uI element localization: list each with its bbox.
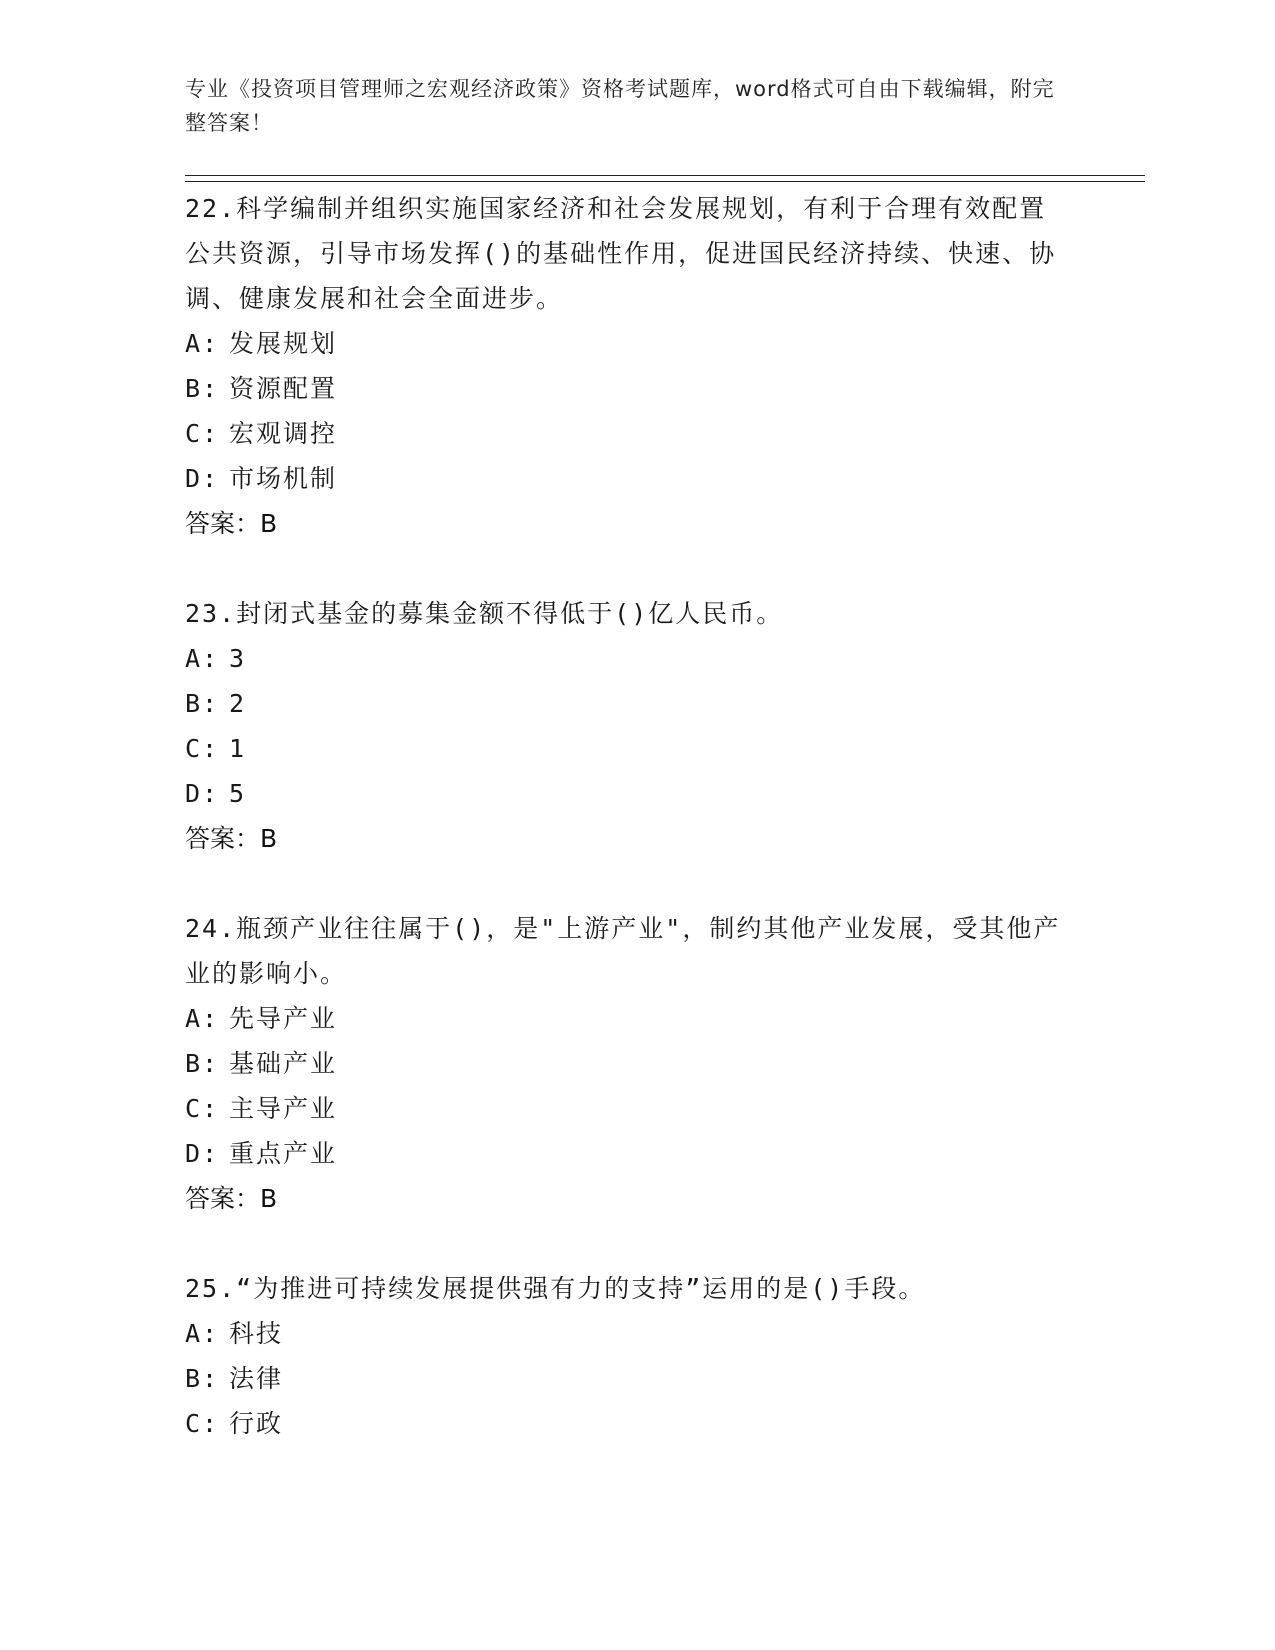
- option-b: [185, 681, 1085, 726]
- question-23: [185, 591, 1085, 861]
- question-25: [185, 1266, 1085, 1446]
- option-letter: B:: [185, 1049, 220, 1078]
- option-b: [185, 1041, 1085, 1086]
- document-header: 专业《投资项目管理师之宏观经济政策》资格考试题库，word格式可自由下载编辑，附完整答案！: [185, 77, 1055, 135]
- question-text: 22.科学编制并组织实施国家经济和社会发展规划，有利于合理有效配置公共资源，引导市场发挥()的基础性作用，促进国民经济持续、快速、协调、健康发展和社会全面进步。: [185, 194, 1057, 313]
- answer-line: 答案：B: [185, 509, 278, 538]
- option-letter: C:: [185, 734, 220, 763]
- option-letter: B:: [185, 374, 220, 403]
- option-a: [185, 321, 1085, 366]
- option-letter: D:: [185, 779, 220, 808]
- option-text: 法律: [229, 1364, 284, 1393]
- option-c: [185, 1086, 1085, 1131]
- option-text: 宏观调控: [229, 419, 338, 448]
- option-text: 基础产业: [229, 1049, 338, 1078]
- option-a: [185, 636, 1085, 681]
- option-a: [185, 1311, 1085, 1356]
- option-letter: A:: [185, 329, 220, 358]
- option-text: 重点产业: [229, 1139, 338, 1168]
- option-text: 发展规划: [229, 329, 338, 358]
- option-text: 科技: [229, 1319, 284, 1348]
- option-text: 主导产业: [229, 1094, 338, 1123]
- option-a: [185, 996, 1085, 1041]
- question-text: 23.封闭式基金的募集金额不得低于()亿人民币。: [185, 599, 784, 628]
- question-24: [185, 906, 1085, 1221]
- option-text: 行政: [229, 1409, 284, 1438]
- header-rule-top: [185, 175, 1145, 176]
- option-c: [185, 411, 1085, 456]
- option-text: 先导产业: [229, 1004, 338, 1033]
- option-text: 2: [229, 689, 247, 718]
- option-letter: C:: [185, 1409, 220, 1438]
- option-letter: C:: [185, 1094, 220, 1123]
- option-text: 5: [229, 779, 247, 808]
- option-text: 资源配置: [229, 374, 338, 403]
- answer-line: 答案：B: [185, 824, 278, 853]
- option-c: [185, 726, 1085, 771]
- option-letter: C:: [185, 419, 220, 448]
- option-text: 3: [229, 644, 247, 673]
- option-d: [185, 456, 1085, 501]
- option-d: [185, 771, 1085, 816]
- option-letter: A:: [185, 644, 220, 673]
- option-text: 1: [229, 734, 247, 763]
- option-d: [185, 1131, 1085, 1176]
- option-letter: A:: [185, 1319, 220, 1348]
- option-text: 市场机制: [229, 464, 338, 493]
- option-letter: B:: [185, 1364, 220, 1393]
- answer-line: 答案：B: [185, 1184, 278, 1213]
- question-text: 24.瓶颈产业往往属于()，是"上游产业"，制约其他产业发展，受其他产业的影响小。: [185, 914, 1061, 988]
- option-letter: B:: [185, 689, 220, 718]
- option-b: [185, 1356, 1085, 1401]
- option-letter: D:: [185, 464, 220, 493]
- option-letter: D:: [185, 1139, 220, 1168]
- header-rule-bottom: [185, 181, 1145, 182]
- question-text: 25.“为推进可持续发展提供强有力的支持”运用的是()手段。: [185, 1274, 926, 1303]
- option-b: [185, 366, 1085, 411]
- question-list: [185, 186, 1085, 1491]
- question-22: [185, 186, 1085, 546]
- option-c: [185, 1401, 1085, 1446]
- option-letter: A:: [185, 1004, 220, 1033]
